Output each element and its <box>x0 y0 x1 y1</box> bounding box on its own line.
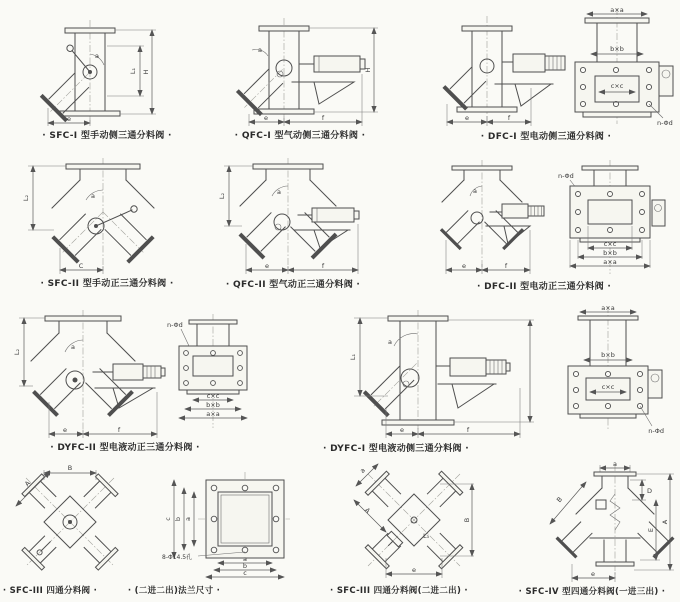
dfc2-drawing <box>430 152 675 280</box>
flange-front-view <box>167 314 247 428</box>
dim-B: B <box>67 464 73 472</box>
dim-A: A <box>23 479 32 488</box>
dim-bxb: b×b <box>610 45 624 53</box>
caption-sfc1: · SFC-I 型手动侧三通分料阀 · <box>42 131 172 141</box>
dim-bxb: b×b <box>603 249 617 257</box>
dim-L2: L₂ <box>218 192 226 200</box>
dim-f: f <box>504 262 508 270</box>
caption-dfc2: · DFC-II 型电动正三通分料阀 · <box>476 282 612 292</box>
dim-a-left: a <box>184 517 192 521</box>
dim-cxc: c×c <box>601 383 615 391</box>
figure-qfc2 <box>210 150 390 282</box>
dim-bxb: b×b <box>601 351 615 359</box>
dfc1-drawing <box>435 4 675 128</box>
dim-bxb: b×b <box>206 401 220 409</box>
angle-label: a <box>277 188 281 196</box>
dim-f: f <box>466 426 470 434</box>
dim-L2: L₂ <box>13 348 21 356</box>
valve-body <box>361 316 454 425</box>
dim-axa: a×a <box>206 410 220 418</box>
dim-e: e <box>412 566 416 574</box>
figure-sfc4 <box>520 460 678 588</box>
electro-hydraulic-actuator <box>436 358 510 408</box>
valve-body <box>38 28 120 124</box>
flange-front-view <box>568 304 664 435</box>
dim-cxc: c×c <box>206 392 220 400</box>
dim-nholes: n-Φd <box>558 172 574 180</box>
dyfc2-drawing <box>5 300 260 442</box>
dim-D: D <box>647 487 653 495</box>
sfc3-drawing <box>8 458 133 580</box>
dim-B: B <box>463 517 471 523</box>
dim-B: B <box>554 495 564 504</box>
dim-a: a <box>613 460 617 468</box>
angle-label: a <box>388 338 392 346</box>
caption-sfc3b: · SFC-III 四通分料阀(二进二出) · <box>330 586 468 596</box>
valve-body <box>444 26 517 112</box>
sfc4-drawing <box>520 460 678 584</box>
dim-cxc: c×c <box>610 82 624 90</box>
dim-f: f <box>321 114 325 122</box>
dim-e: e <box>264 114 268 122</box>
figure-sfc1 <box>8 4 173 132</box>
dim-L3: L₃ <box>423 533 429 540</box>
bolt-holes-note: 8-Φ14.5孔 <box>162 554 193 561</box>
dim-f: f <box>507 114 511 122</box>
dim-E: E <box>647 527 655 533</box>
electric-motor <box>495 54 565 106</box>
figure-flange-dims <box>148 468 318 584</box>
dim-H: H <box>364 67 372 73</box>
figure-dfc1 <box>435 4 675 132</box>
figure-qfc1 <box>222 4 397 132</box>
qfc2-drawing <box>210 150 390 278</box>
angle-label: a <box>95 52 99 60</box>
flange-front-view <box>575 6 673 127</box>
dim-nholes: n-Φd <box>167 321 183 329</box>
sfc1-drawing <box>8 4 173 128</box>
caption-qfc2: · QFC-II 型气动正三通分料阀 · <box>225 280 361 290</box>
caption-sfc4: · SFC-IV 型四通分料阀(一进三出) · <box>518 587 666 597</box>
dim-H: H <box>142 69 150 75</box>
dim-c-left: c <box>164 517 172 521</box>
hand-lever <box>66 44 93 74</box>
flange-dims-drawing <box>148 468 318 580</box>
dim-nholes: n-Φd <box>657 119 673 127</box>
caption-qfc1: · QFC-I 型气动侧三通分料阀 · <box>234 131 366 141</box>
angle-label: a <box>71 343 75 351</box>
sfc2-drawing <box>8 150 208 278</box>
dim-A: A <box>363 506 372 515</box>
caption-dyfc1: · DYFC-I 型电液动侧三通分料阀 · <box>323 444 469 454</box>
dim-axa: a×a <box>610 6 624 14</box>
dyfc1-drawing <box>330 300 665 442</box>
dim-a-bottom: a <box>243 555 247 563</box>
figure-dyfc2 <box>5 300 260 446</box>
dim-e: e <box>462 262 466 270</box>
dimensions <box>354 464 474 578</box>
caption-dfc1: · DFC-I 型电动侧三通分料阀 · <box>480 132 612 142</box>
figure-sfc3 <box>8 458 133 584</box>
figure-dfc2 <box>430 152 675 284</box>
dim-e: e <box>591 570 595 578</box>
figure-dyfc1 <box>330 300 665 446</box>
dim-e: e <box>465 114 469 122</box>
flange-plate <box>206 480 284 558</box>
dim-axa: a×a <box>603 258 617 266</box>
electric-motor <box>486 204 544 244</box>
dimensions <box>16 464 96 506</box>
figure-sfc2 <box>8 150 208 282</box>
valve-body <box>232 26 314 120</box>
dim-nholes: n-Φd <box>648 427 664 435</box>
dim-L1: L₁ <box>129 67 137 75</box>
dim-L2: L₂ <box>22 194 30 202</box>
dim-b-left: b <box>174 516 182 522</box>
qfc1-drawing <box>222 4 397 128</box>
figure-sfc3b <box>342 458 487 584</box>
pneumatic-cylinder <box>292 56 365 104</box>
caption-dyfc2: · DYFC-II 型电液动正三通分料阀 · <box>50 443 200 453</box>
dim-C: C <box>78 262 84 270</box>
dim-e: e <box>400 426 404 434</box>
dim-axa: a×a <box>601 304 615 312</box>
dim-c-bottom: c <box>243 569 247 577</box>
dim-L1: L₁ <box>349 353 357 361</box>
dim-e: e <box>67 115 71 123</box>
dim-f: f <box>321 262 325 270</box>
angle-label: a <box>91 192 95 200</box>
caption-flange: · (二进二出)法兰尺寸 · <box>127 586 221 596</box>
angle-label: a <box>473 187 477 195</box>
dim-cxc: c×c <box>603 240 617 248</box>
flange-front-view <box>558 160 665 274</box>
caption-sfc2: · SFC-II 型手动正三通分料阀 · <box>40 279 174 289</box>
sfc3b-drawing <box>342 458 487 580</box>
dim-e: e <box>63 426 67 434</box>
dim-f: f <box>117 426 121 434</box>
angle-label: a <box>258 46 262 54</box>
caption-sfc3: · SFC-III 四通分料阀 · <box>2 586 98 596</box>
dim-e: e <box>265 262 269 270</box>
dim-A: A <box>661 519 669 525</box>
dim-a: a <box>358 466 367 475</box>
dim-b-bottom: b <box>242 562 248 570</box>
